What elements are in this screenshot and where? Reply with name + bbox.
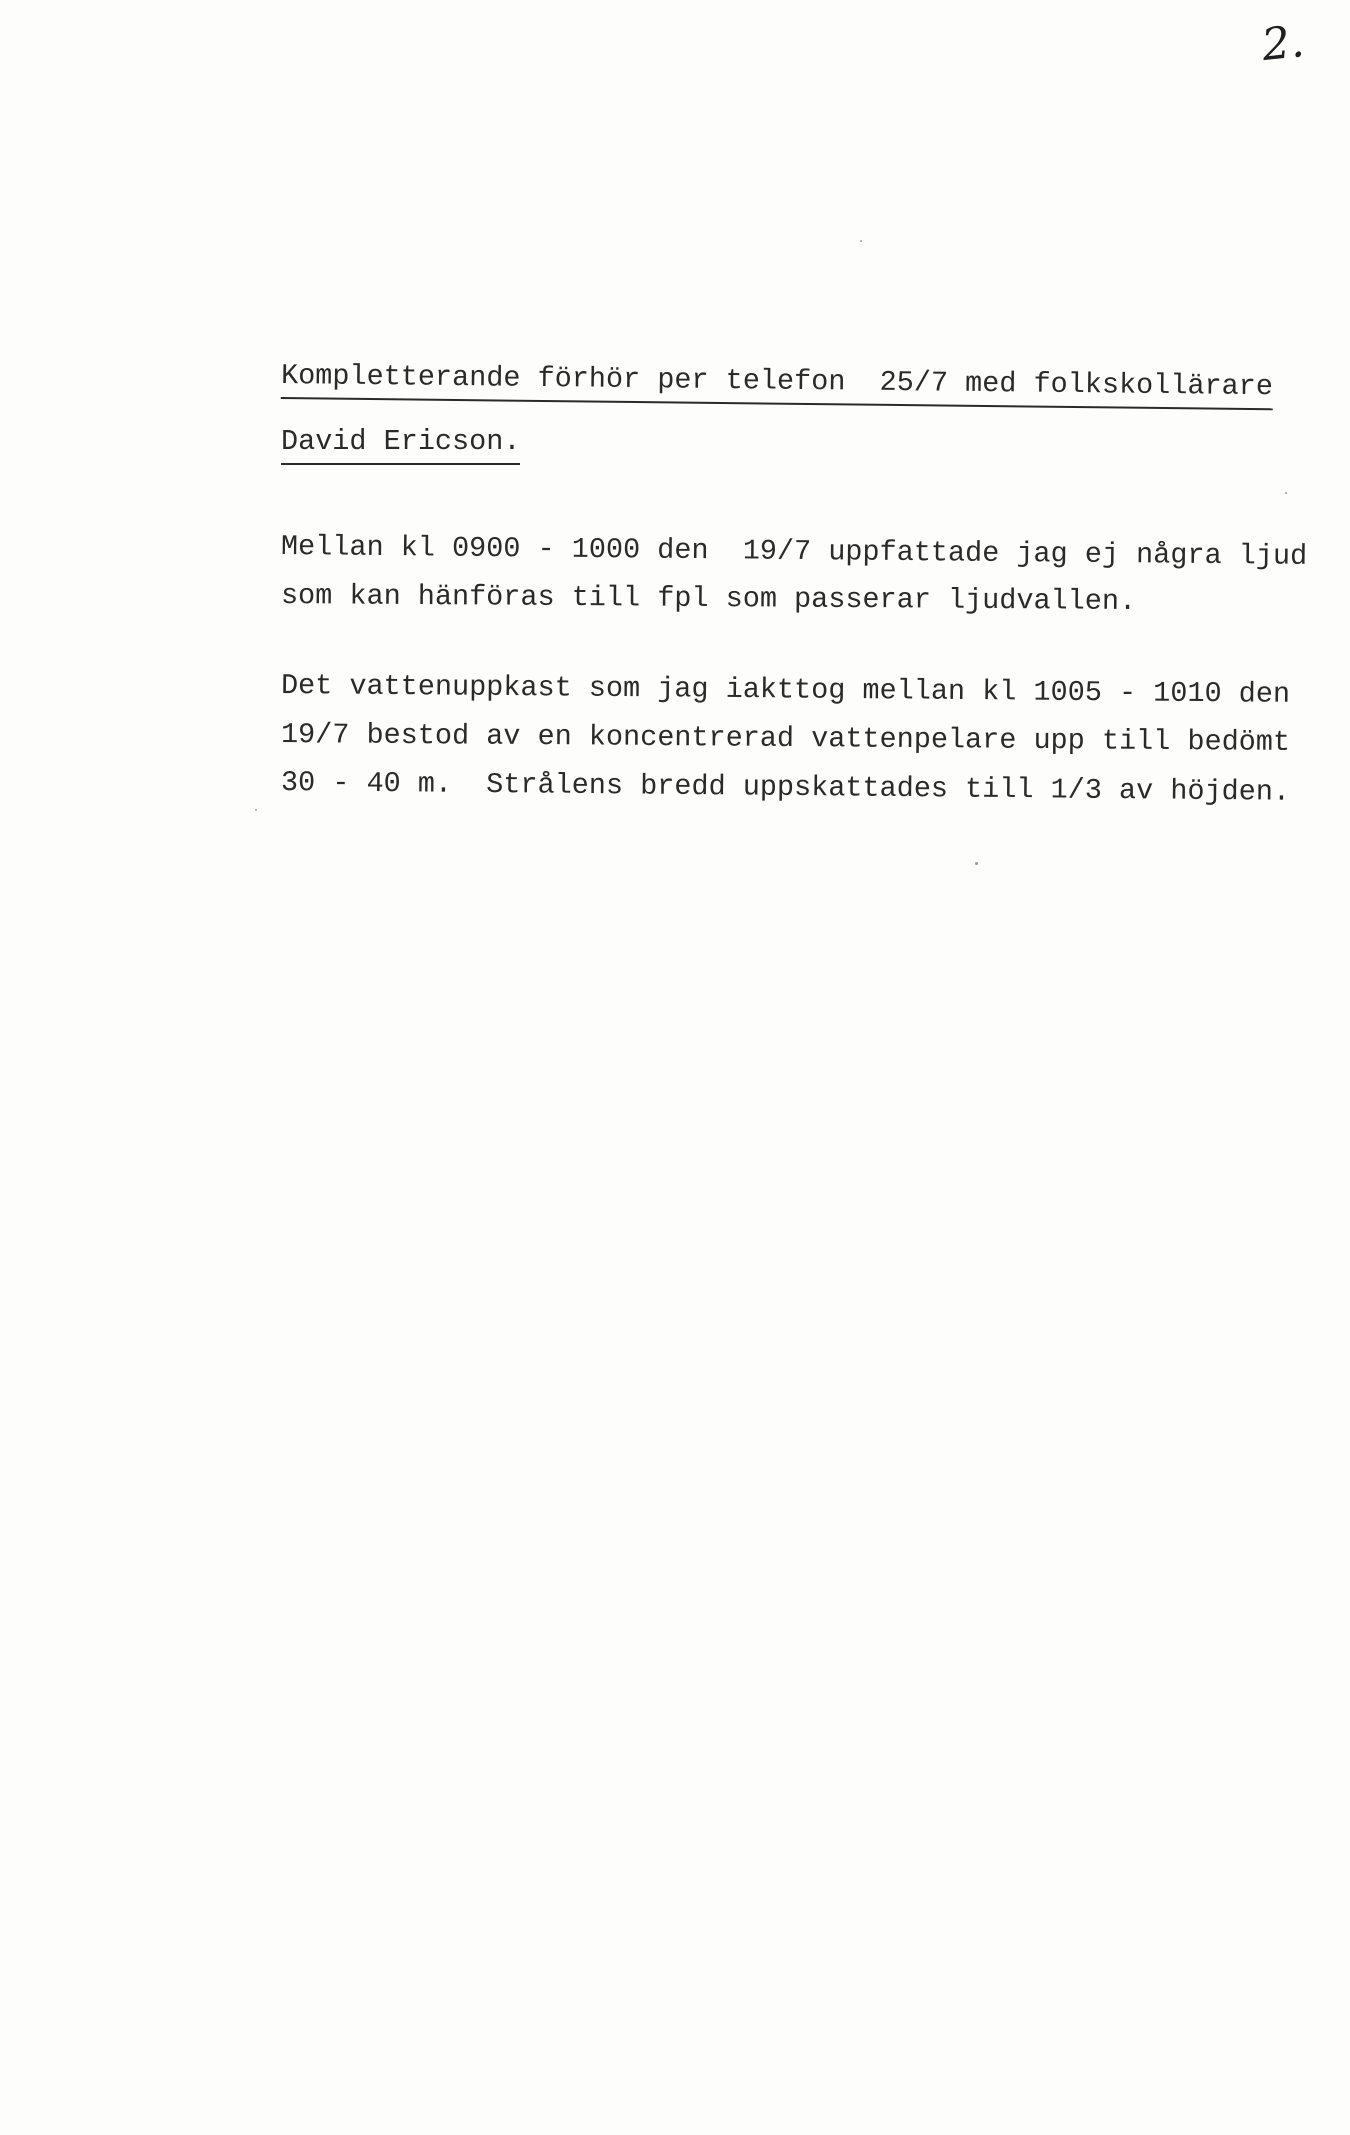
page-number: 2. bbox=[1259, 15, 1307, 72]
paper-speck bbox=[1285, 492, 1287, 494]
paragraph-2-line-3: 30 - 40 m. Strålens bredd uppskattades till 1/3 av höjden. bbox=[280, 766, 1291, 809]
paragraph-2-line-2: 19/7 bestod av en koncentrerad vattenpelare upp till bedömt bbox=[280, 718, 1291, 759]
paper-speck bbox=[975, 862, 978, 865]
paper-speck bbox=[860, 240, 862, 242]
heading-line-2: David Ericson. bbox=[281, 428, 520, 465]
paragraph-1-line-1: Mellan kl 0900 - 1000 den 19/7 uppfattade jag ej några ljud bbox=[280, 530, 1308, 573]
paper-speck bbox=[255, 809, 257, 811]
heading-line-1: Kompletterande förhör per telefon 25/7 med folkskollärare bbox=[281, 362, 1273, 410]
paragraph-2-line-1: Det vattenuppkast som jag iakttog mellan kl 1005 - 1010 den bbox=[280, 669, 1291, 711]
paragraph-1-line-2: som kan hänföras till fpl som passerar ljudvallen. bbox=[280, 579, 1137, 618]
